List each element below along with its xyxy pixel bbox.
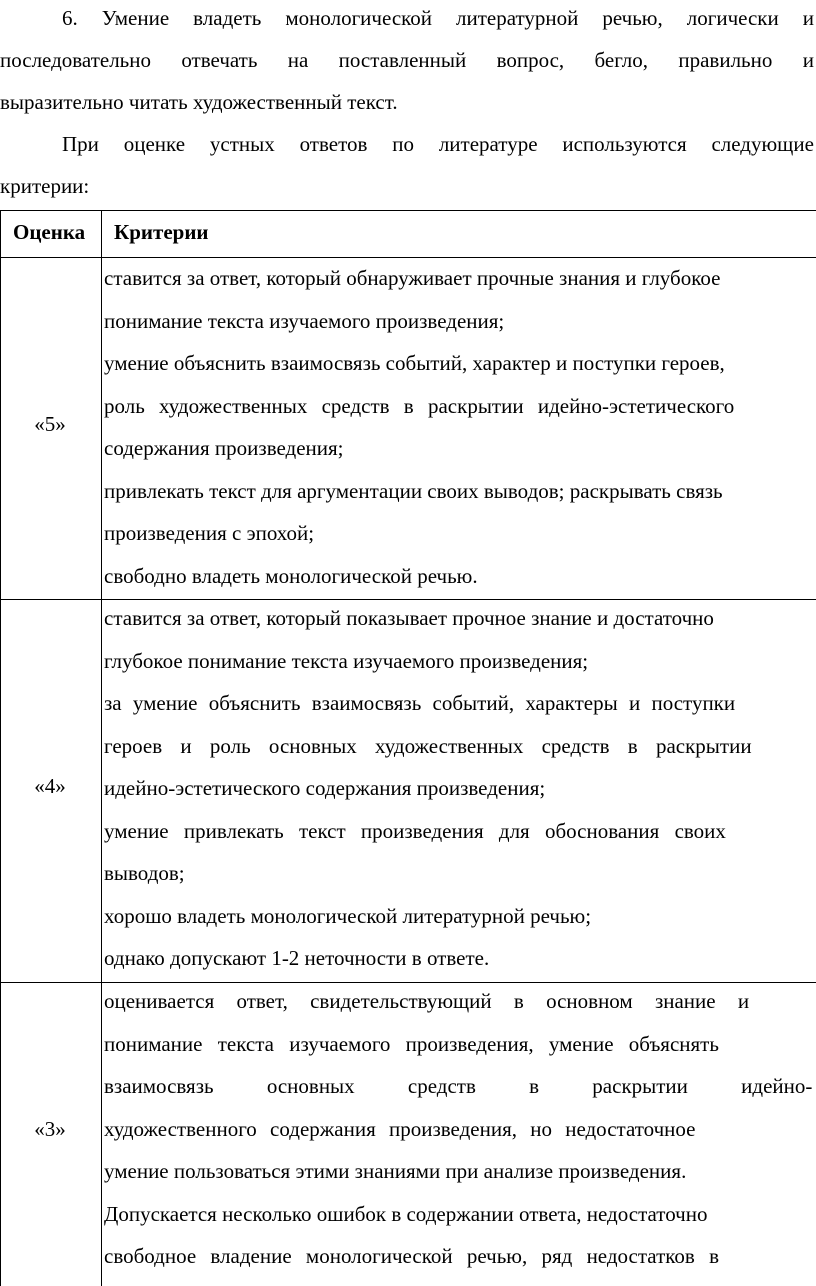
criteria-line: оценивается ответ, свидетельствующий в основном знание и xyxy=(104,989,750,1013)
word: литературе xyxy=(438,132,538,156)
criteria-line: свободное владение монологической речью, ряд недостатков в xyxy=(104,1244,719,1268)
criteria-line: роль художественных средств в раскрытии идейно-эстетического xyxy=(104,394,735,418)
criteria-line: содержания произведения; xyxy=(104,436,344,460)
word: логически xyxy=(686,6,779,30)
criteria-line: произведения с эпохой; xyxy=(104,521,315,545)
word: используются xyxy=(562,132,687,156)
table-header-border xyxy=(0,257,816,258)
criteria-line: глубокое понимание текста изучаемого произведения; xyxy=(104,649,589,673)
word: устных xyxy=(209,132,275,156)
intro-p2-line1 xyxy=(62,134,814,155)
word: владеть xyxy=(193,6,262,30)
word: речью, xyxy=(602,6,663,30)
criteria-line: умение привлекать текст произведения для обоснования своих xyxy=(104,819,726,843)
criteria-line: свободно владеть монологической речью. xyxy=(104,564,478,588)
criteria-line: героев и роль основных художественных средств в раскрытии xyxy=(104,734,752,758)
intro-p1-line3: выразительно читать художественный текст. xyxy=(0,90,398,114)
header-grade: Оценка xyxy=(13,220,86,244)
word: на xyxy=(287,48,309,72)
word: При xyxy=(62,132,99,156)
row-5-border xyxy=(0,599,816,600)
word: бегло, xyxy=(594,48,649,72)
criteria-line: умение объяснить взаимосвязь событий, характер и поступки героев, xyxy=(104,351,725,375)
grade-cell: «4» xyxy=(34,774,66,798)
header-criteria: Критерии xyxy=(114,220,209,244)
word: правильно xyxy=(678,48,773,72)
criteria-line: хорошо владеть монологической литературной речью; xyxy=(104,904,592,928)
intro-p1-line2 xyxy=(0,50,814,71)
criteria-line: однако допускают 1-2 неточности в ответе. xyxy=(104,946,490,970)
word: по xyxy=(392,132,414,156)
word: оценке xyxy=(123,132,186,156)
word: и xyxy=(802,6,814,30)
criteria-line: ставится за ответ, который обнаруживает прочные знания и глубокое xyxy=(104,266,721,290)
criteria-line: за умение объяснить взаимосвязь событий, характеры и поступки xyxy=(104,691,736,715)
intro-p2-line2: критерии: xyxy=(0,174,90,198)
word: Умение xyxy=(101,6,170,30)
criteria-line: привлекать текст для аргументации своих выводов; раскрывать связь xyxy=(104,479,723,503)
intro-p1-line1 xyxy=(62,8,814,29)
word: 6. xyxy=(62,6,78,30)
criteria-line: понимание текста изучаемого произведения, умение объяснять xyxy=(104,1032,719,1056)
word: и xyxy=(802,48,814,72)
criteria-line: взаимосвязь основных средств в раскрытии идейно- xyxy=(104,1074,813,1098)
word: следующие xyxy=(711,132,814,156)
word: литературной xyxy=(456,6,579,30)
criteria-line: ставится за ответ, который показывает прочное знание и достаточно xyxy=(104,606,714,630)
table-column-divider xyxy=(101,210,102,1286)
grade-cell: «5» xyxy=(34,412,66,436)
row-4-border xyxy=(0,982,816,983)
criteria-line: художественного содержания произведения, но недостаточное xyxy=(104,1117,696,1141)
word: ответов xyxy=(299,132,368,156)
criteria-line: Допускается несколько ошибок в содержании ответа, недостаточно xyxy=(104,1202,708,1226)
criteria-line: понимание текста изучаемого произведения; xyxy=(104,309,505,333)
word: поставленный xyxy=(338,48,467,72)
word: монологической xyxy=(285,6,433,30)
criteria-line: выводов; xyxy=(104,861,185,885)
criteria-line: умение пользоваться этими знаниями при анализе произведения. xyxy=(104,1159,687,1183)
word: вопрос, xyxy=(496,48,565,72)
table-top-border xyxy=(0,210,816,211)
criteria-line: идейно-эстетического содержания произведения; xyxy=(104,776,546,800)
word: отвечать xyxy=(181,48,258,72)
word: последовательно xyxy=(0,48,151,72)
grade-cell: «3» xyxy=(34,1117,66,1141)
